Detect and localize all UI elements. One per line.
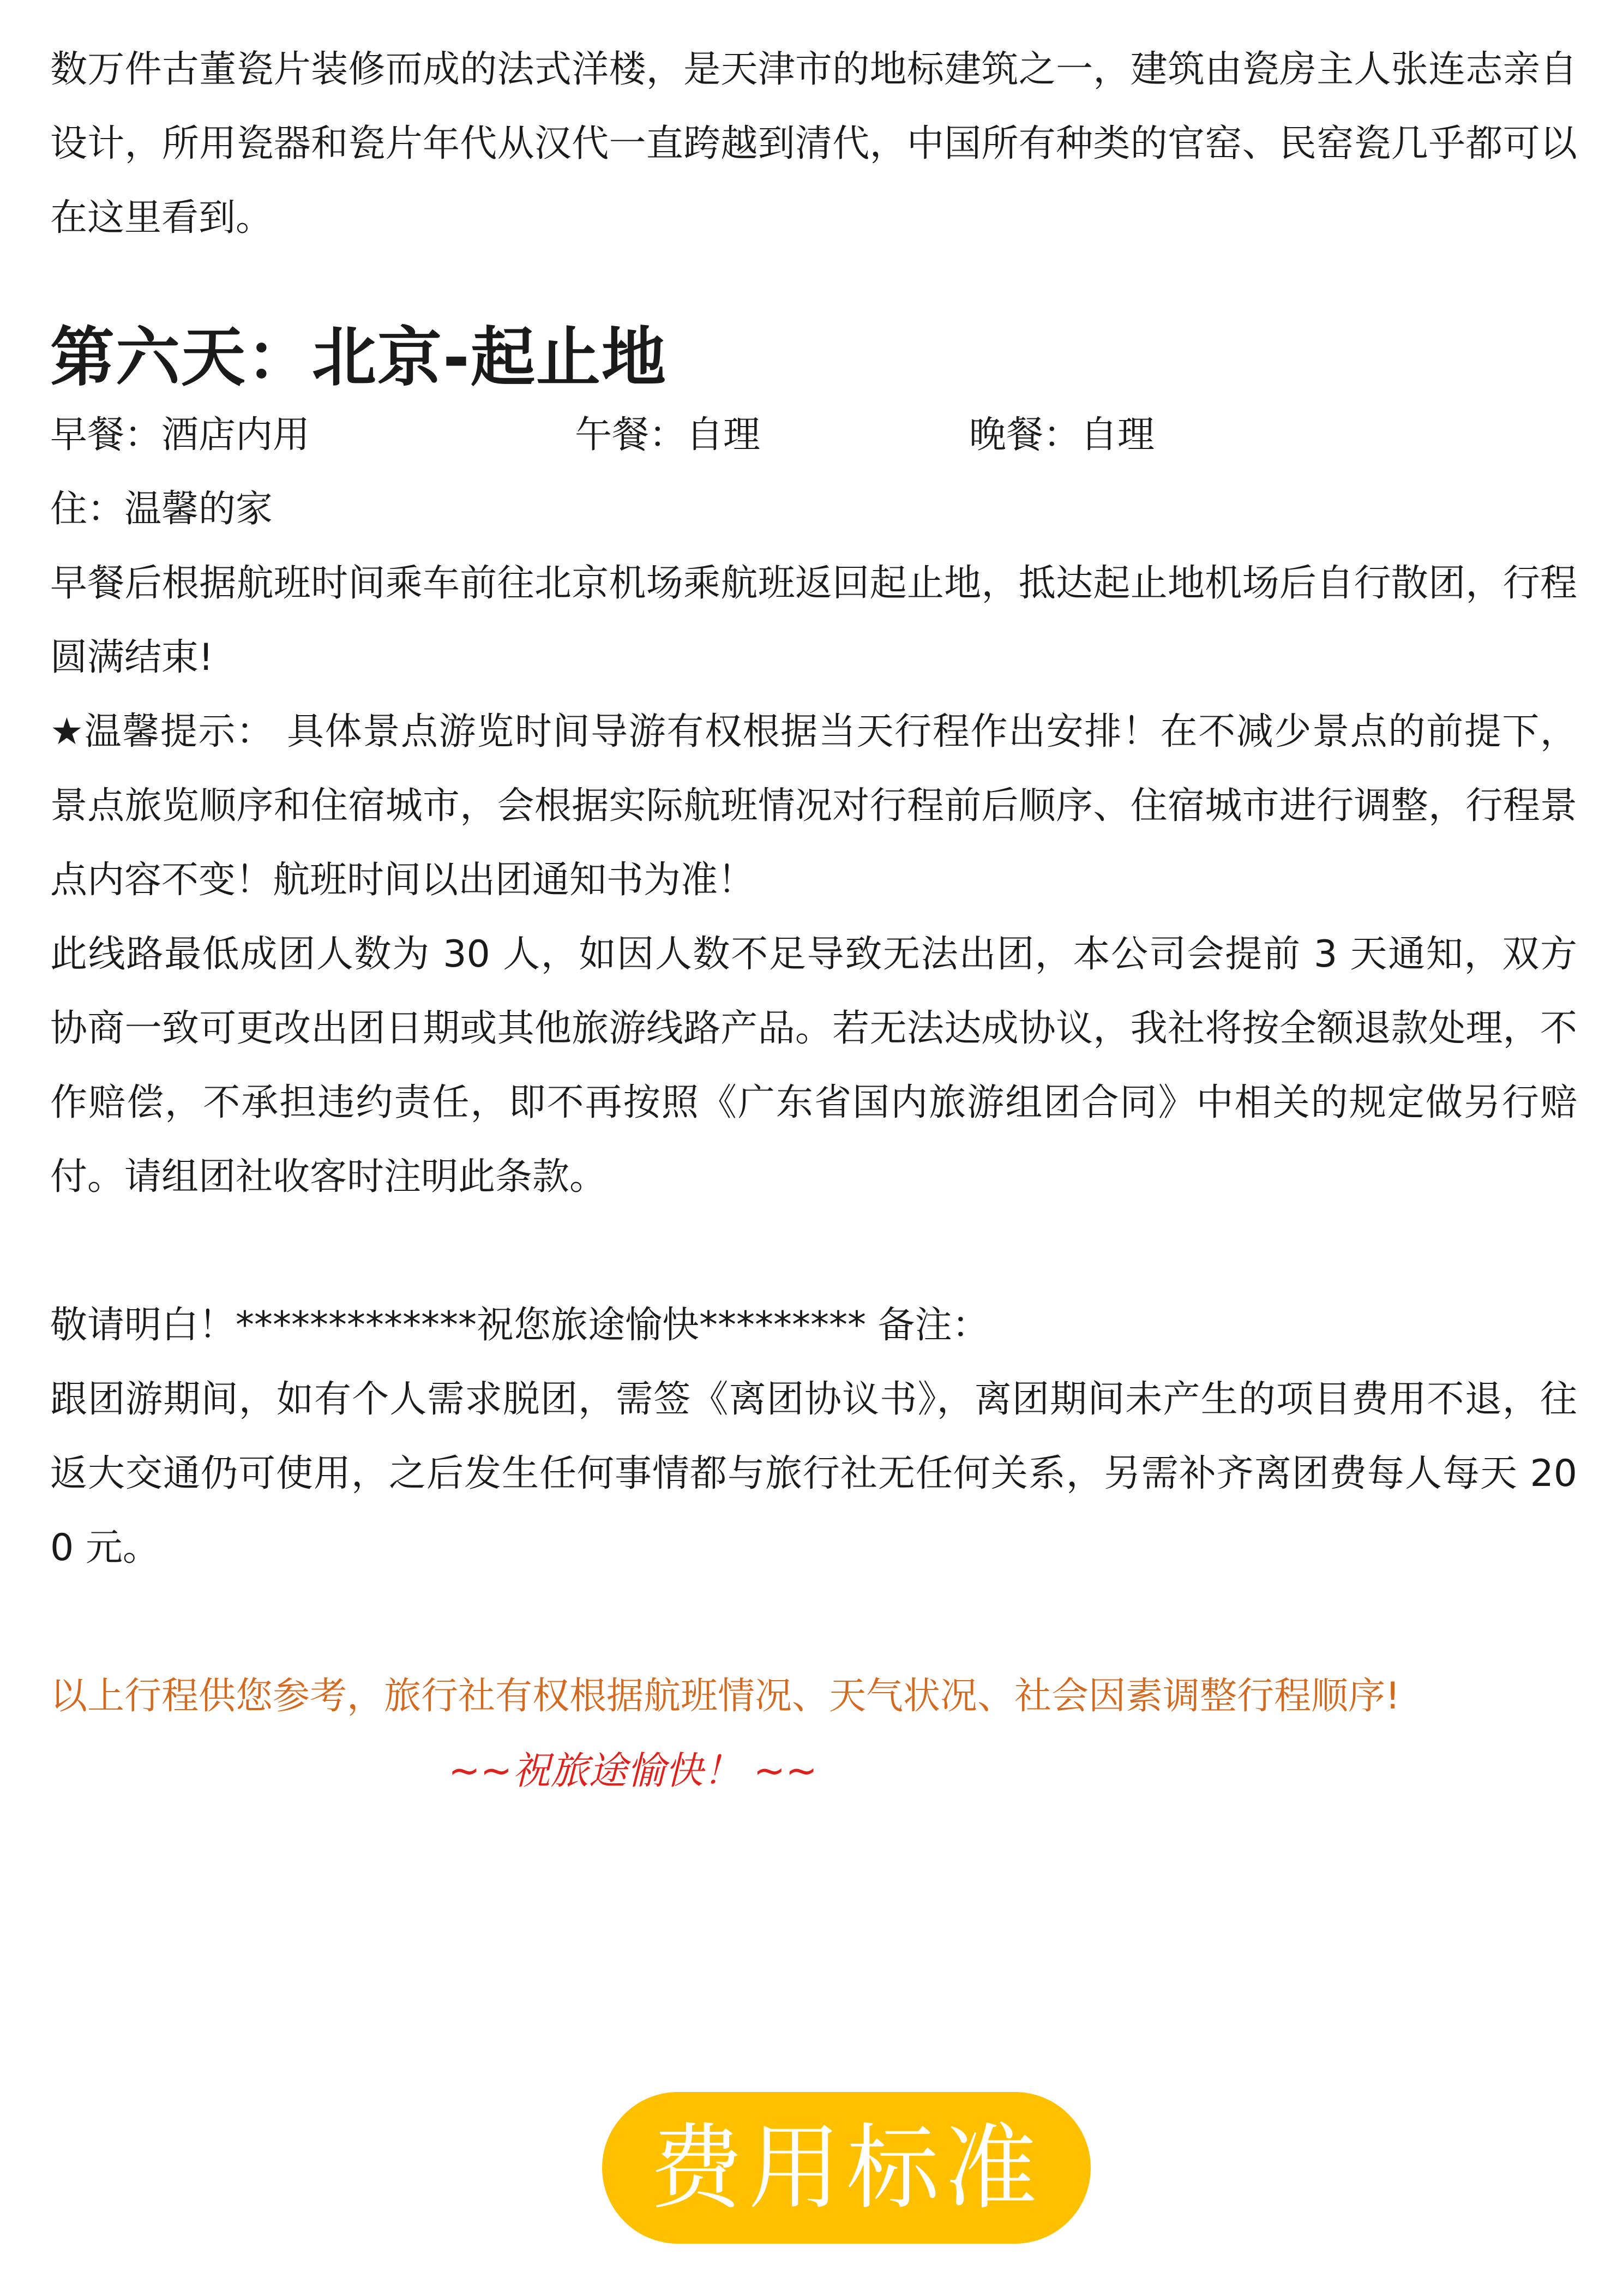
stay-label: 住：温馨的家 — [50, 488, 273, 531]
day6-description: 早餐后根据航班时间乘车前往北京机场乘航班返回起止地，抵达起止地机场后自行散团，行程圆满结束! — [50, 562, 1577, 679]
notes-line: 敬请明白！*************祝您旅途愉快********* 备注： — [50, 1304, 989, 1347]
meals-row — [50, 398, 1577, 472]
dinner-label: 晚餐：自理 — [969, 413, 1155, 457]
itinerary-content — [50, 33, 1577, 1808]
disclaimer: 以上行程供您参考，旅行社有权根据航班情况、天气状况、社会因素调整行程顺序! — [50, 1675, 1400, 1718]
breakfast-label: 早餐：酒店内用 — [50, 413, 310, 457]
lunch-label: 午餐：自理 — [575, 413, 761, 457]
spacer — [50, 1585, 1577, 1659]
min-group-notice: 此线路最低成团人数为 30 人，如因人数不足导致无法出团，本公司会提前 3 天通知，双方协商一致可更改出团日期或其他旅游线路产品。若无法达成协议，我社将按全额退款处理，不作赔偿，不承担违约责任，即不再按照《广东省国内旅游组团合同》中相关的规定做另行赔付。请组团社收客时注明此条款。 — [50, 933, 1577, 1198]
spacer — [50, 255, 1577, 316]
spacer — [50, 1214, 1577, 1288]
intro-paragraph: 数万件古董瓷片装修而成的法式洋楼，是天津市的地标建筑之一，建筑由瓷房主人张连志亲自设计，所用瓷器和瓷片年代从汉代一直跨越到清代，中国所有种类的官窑、民窑瓷几乎都可以在这里看到。 — [50, 48, 1577, 239]
day6-title: 第六天：北京-起止地 — [50, 320, 667, 395]
wish-text: ~~祝旅途愉快！ ~~ — [448, 1748, 817, 1793]
leave-group-notice: 跟团游期间，如有个人需求脱团，需签《离团协议书》，离团期间未产生的项目费用不退，往返大交通仍可使用，之后发生任何事情都与旅行社无任何关系，另需补齐离团费每人每天 200 元。 — [50, 1378, 1577, 1569]
cost-standard-button[interactable]: 费用标准 — [602, 2092, 1091, 2244]
travel-tip: ★温馨提示： 具体景点游览时间导游有权根据当天行程作出安排！在不减少景点的前提下，景点旅览顺序和住宿城市，会根据实际航班情况对行程前后顺序、住宿城市进行调整，行程景点内容不变！航班时间以出团通知书为准！ — [50, 710, 1577, 902]
